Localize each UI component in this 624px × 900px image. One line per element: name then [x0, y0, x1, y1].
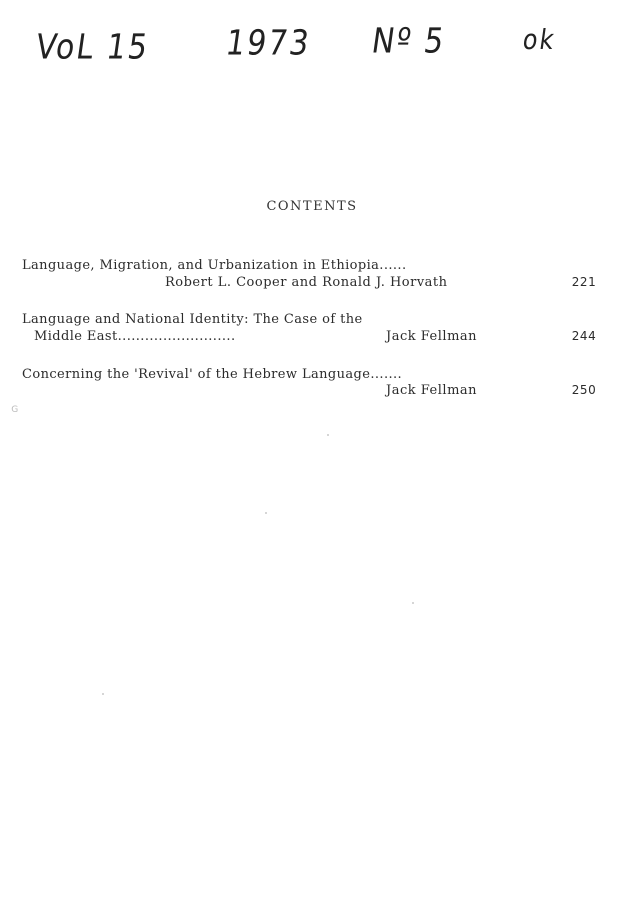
toc-entry-page: 221	[571, 275, 597, 289]
handwritten-year: 1973	[223, 23, 314, 64]
toc-entry-title-continued: Middle East..........................	[34, 329, 236, 344]
toc-entry-page: 250	[571, 383, 597, 397]
margin-signature-mark: G	[11, 405, 19, 415]
toc-entry-title: Concerning the 'Revival' of the Hebrew Language.......	[22, 367, 403, 382]
scan-speck	[102, 693, 104, 695]
handwritten-number: Nº 5	[369, 21, 449, 62]
scan-speck	[412, 602, 414, 604]
handwritten-annotation	[0, 0, 624, 110]
scan-speck	[327, 434, 329, 436]
toc-entry-page: 244	[571, 329, 597, 343]
toc-entry-title: Language, Migration, and Urbanization in Ethiopia......	[22, 258, 407, 273]
toc-entry-author: Robert L. Cooper and Ronald J. Horvath	[165, 275, 448, 290]
toc-entry-title: Language and National Identity: The Case of the	[22, 312, 363, 327]
toc-entry-author: Jack Fellman	[386, 383, 478, 398]
scan-speck	[265, 512, 267, 514]
toc-entry	[22, 257, 612, 290]
handwritten-volume: VoL 15	[33, 27, 152, 68]
contents-heading: CONTENTS	[266, 199, 358, 214]
toc-entry	[22, 366, 612, 398]
handwritten-ok-mark: ok	[520, 23, 558, 57]
toc-entry-author: Jack Fellman	[386, 329, 478, 344]
toc-entry	[22, 311, 612, 345]
